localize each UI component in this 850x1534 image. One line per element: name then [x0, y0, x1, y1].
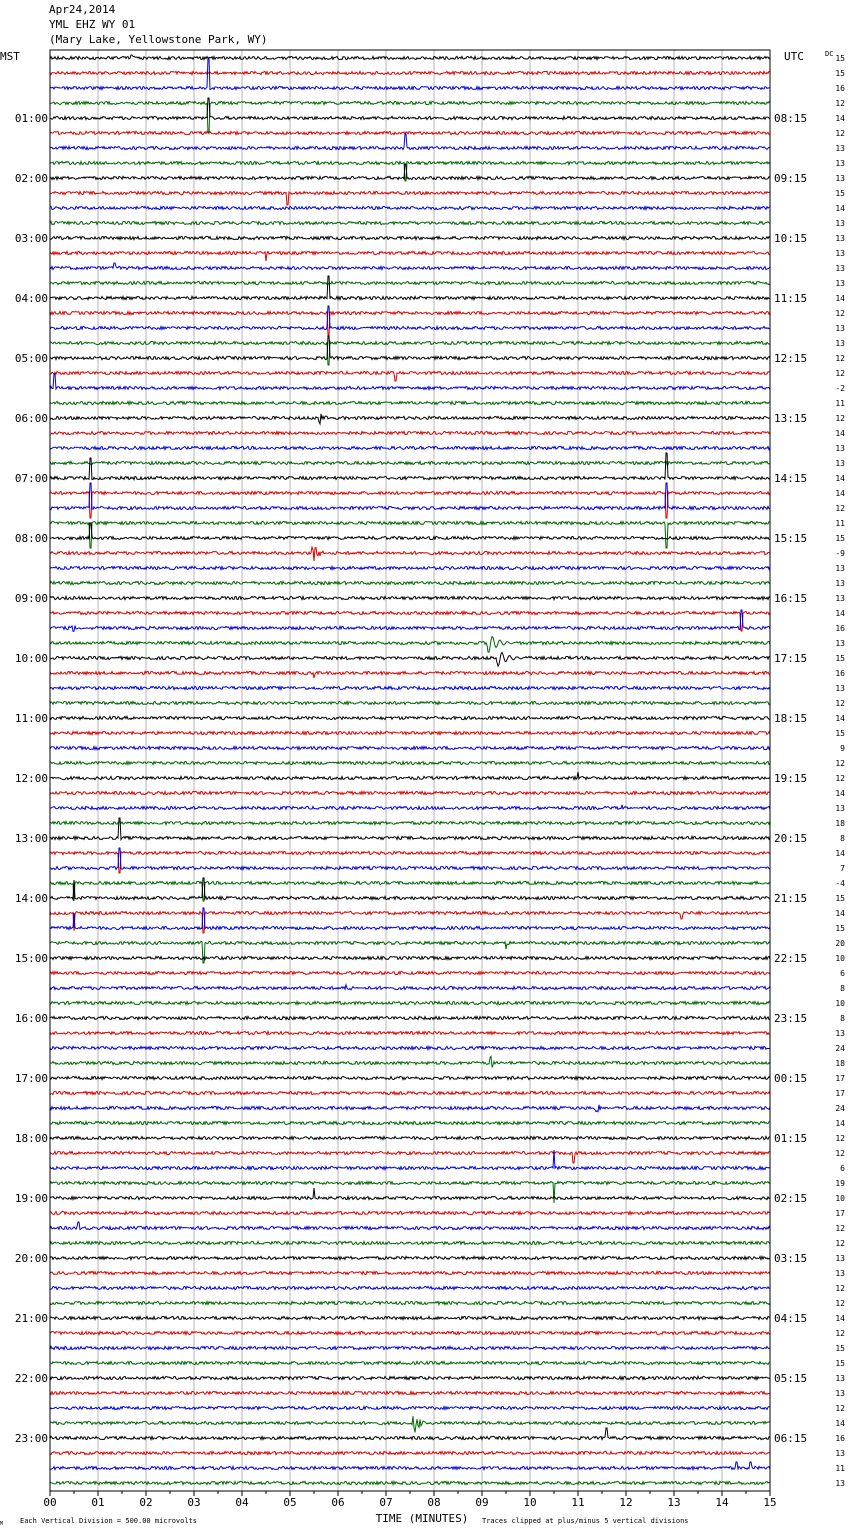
dc-offset-label: 13 [835, 1389, 845, 1398]
hour-label-mst: 17:00 [14, 1072, 48, 1085]
trace-60 [50, 956, 770, 959]
trace-36 [50, 596, 770, 599]
dc-offset-label: 14 [835, 429, 845, 438]
hour-label-mst: 02:00 [14, 172, 48, 185]
x-tick-label: 08 [427, 1496, 441, 1509]
dc-offset-label: 16 [835, 84, 845, 93]
dc-offset-label: 15 [835, 1359, 845, 1368]
dc-offset-label: 14 [835, 204, 845, 213]
dc-offset-label: 14 [835, 909, 845, 918]
dc-offset-label: 13 [835, 159, 845, 168]
hour-label-mst: 18:00 [14, 1132, 48, 1145]
dc-offset-label: 14 [835, 714, 845, 723]
x-tick-label: 11 [571, 1496, 585, 1509]
trace-40 [50, 652, 770, 666]
dc-offset-label: 24 [835, 1104, 845, 1113]
dc-offset-label: 13 [835, 144, 845, 153]
dc-offset-label: 13 [835, 174, 845, 183]
dc-offset-label: 12 [835, 369, 845, 378]
hour-label-utc: 00:15 [774, 1072, 808, 1085]
hour-label-mst: 23:00 [14, 1432, 48, 1445]
dc-offset-label: -4 [835, 879, 845, 888]
dc-offset-label: 13 [835, 324, 845, 333]
trace-22 [50, 374, 770, 390]
dc-offset-label: 13 [835, 219, 845, 228]
trace-47 [50, 761, 770, 764]
hour-label-utc: 13:15 [774, 412, 808, 425]
trace-2 [50, 58, 770, 90]
trace-50 [50, 805, 770, 810]
trace-80 [50, 1256, 770, 1259]
dc-offset-label: 10 [835, 1194, 845, 1203]
trace-67 [50, 1056, 770, 1067]
dc-offset-label: 12 [835, 1134, 845, 1143]
trace-25 [50, 431, 770, 434]
clip-note: Traces clipped at plus/minus 5 vertical divisions [482, 1517, 689, 1525]
trace-14 [50, 263, 770, 270]
trace-10 [50, 206, 770, 209]
trace-0 [50, 55, 770, 60]
x-tick-label: 13 [667, 1496, 681, 1509]
trace-12 [50, 236, 770, 239]
hour-label-utc: 19:15 [774, 772, 808, 785]
dc-offset-label: 7 [840, 864, 845, 873]
trace-24 [50, 414, 770, 424]
trace-76 [50, 1188, 770, 1200]
trace-57 [50, 911, 770, 933]
trace-17 [50, 311, 770, 335]
trace-91 [50, 1416, 770, 1432]
dc-offset-label: 12 [835, 759, 845, 768]
dc-offset-label: 15 [835, 54, 845, 63]
dc-offset-label: 14 [835, 1119, 845, 1128]
dc-offset-label: -9 [835, 549, 845, 558]
header-date: Apr24,2014 [49, 3, 116, 16]
dc-offset-label: 15 [835, 189, 845, 198]
trace-43 [50, 701, 770, 704]
hour-label-mst: 11:00 [14, 712, 48, 725]
dc-offset-label: 20 [835, 939, 845, 948]
dc-offset-label: 11 [835, 399, 845, 408]
trace-27 [50, 461, 770, 464]
trace-78 [50, 1222, 770, 1230]
hour-label-utc: 06:15 [774, 1432, 808, 1445]
dc-offset-label: 8 [840, 984, 845, 993]
trace-16 [50, 276, 770, 300]
right-timezone-label: UTC [784, 50, 804, 63]
dc-offset-label: 13 [835, 579, 845, 588]
dc-offset-label: 13 [835, 459, 845, 468]
dc-offset-label: 13 [835, 279, 845, 288]
trace-70 [50, 1105, 770, 1112]
hour-label-mst: 04:00 [14, 292, 48, 305]
dc-offset-label: 13 [835, 249, 845, 258]
header-station: YML EHZ WY 01 [49, 18, 136, 31]
dc-offset-label: 6 [840, 969, 845, 978]
trace-71 [50, 1121, 770, 1124]
x-axis-title: TIME (MINUTES) [375, 1512, 469, 1525]
hour-label-mst: 21:00 [14, 1312, 48, 1325]
trace-28 [50, 453, 770, 480]
dc-offset-label: 12 [835, 504, 845, 513]
trace-68 [50, 1076, 770, 1079]
dc-offset-label: 13 [835, 1374, 845, 1383]
x-tick-label: 15 [763, 1496, 777, 1509]
hour-label-utc: 11:15 [774, 292, 808, 305]
trace-59 [50, 941, 770, 963]
trace-42 [50, 686, 770, 689]
trace-44 [50, 716, 770, 719]
x-tick-label: 01 [91, 1496, 105, 1509]
header-location: (Mary Lake, Yellowstone Park, WY) [49, 33, 268, 46]
hour-label-mst: 13:00 [14, 832, 48, 845]
hour-label-utc: 12:15 [774, 352, 808, 365]
dc-offset-label: 15 [835, 654, 845, 663]
hour-label-utc: 10:15 [774, 232, 808, 245]
dc-offset-label: 14 [835, 489, 845, 498]
trace-83 [50, 1301, 770, 1304]
hour-label-utc: 14:15 [774, 472, 808, 485]
dc-offset-label: 12 [835, 774, 845, 783]
dc-offset-label: 15 [835, 894, 845, 903]
trace-65 [50, 1031, 770, 1034]
hour-label-mst: 08:00 [14, 532, 48, 545]
trace-21 [50, 371, 770, 381]
trace-54 [50, 848, 770, 870]
dc-offset-label: 13 [835, 264, 845, 273]
dc-offset-label: 17 [835, 1074, 845, 1083]
hour-label-mst: 14:00 [14, 892, 48, 905]
dc-offset-label: 15 [835, 69, 845, 78]
trace-88 [50, 1376, 770, 1379]
trace-33 [50, 547, 770, 561]
dc-offset-label: 14 [835, 609, 845, 618]
trace-94 [50, 1462, 770, 1470]
trace-13 [50, 251, 770, 261]
hour-label-mst: 16:00 [14, 1012, 48, 1025]
trace-29 [50, 491, 770, 518]
trace-9 [50, 191, 770, 205]
dc-offset-label: 12 [835, 1239, 845, 1248]
hour-label-utc: 09:15 [774, 172, 808, 185]
dc-offset-label: 13 [835, 339, 845, 348]
dc-offset-label: 12 [835, 354, 845, 363]
trace-46 [50, 746, 770, 749]
x-tick-label: 14 [715, 1496, 729, 1509]
trace-6 [50, 134, 770, 150]
trace-35 [50, 581, 770, 584]
dc-offset-label: 10 [835, 954, 845, 963]
dc-offset-label: 14 [835, 474, 845, 483]
plot-frame [50, 50, 770, 1491]
dc-offset-label: 15 [835, 534, 845, 543]
trace-15 [50, 281, 770, 284]
dc-offset-label: 14 [835, 114, 845, 123]
trace-73 [50, 1151, 770, 1163]
hour-label-utc: 05:15 [774, 1372, 808, 1385]
dc-offset-label: 13 [835, 234, 845, 243]
dc-offset-label: 16 [835, 1434, 845, 1443]
dc-offset-label: 8 [840, 834, 845, 843]
dc-offset-label: 14 [835, 789, 845, 798]
trace-81 [50, 1271, 770, 1274]
trace-23 [50, 401, 770, 404]
x-tick-label: 10 [523, 1496, 537, 1509]
hour-label-utc: 03:15 [774, 1252, 808, 1265]
trace-32 [50, 523, 770, 540]
trace-62 [50, 985, 770, 990]
dc-offset-label: 10 [835, 999, 845, 1008]
dc-offset-label: 15 [835, 924, 845, 933]
hour-label-mst: 05:00 [14, 352, 48, 365]
trace-48 [50, 772, 770, 780]
hour-label-mst: 20:00 [14, 1252, 48, 1265]
x-tick-label: 06 [331, 1496, 345, 1509]
x-tick-label: 12 [619, 1496, 633, 1509]
dc-offset-label: 11 [835, 519, 845, 528]
dc-offset-label: 6 [840, 1164, 845, 1173]
hour-label-utc: 17:15 [774, 652, 808, 665]
hour-label-utc: 04:15 [774, 1312, 808, 1325]
dc-offset-label: 12 [835, 309, 845, 318]
trace-31 [50, 521, 770, 548]
dc-offset-label: 12 [835, 699, 845, 708]
hour-label-mst: 01:00 [14, 112, 48, 125]
corner-mark: M [0, 1521, 4, 1527]
hour-label-utc: 08:15 [774, 112, 808, 125]
dc-offset-label: 13 [835, 1449, 845, 1458]
dc-offset-label: 14 [835, 1314, 845, 1323]
trace-1 [50, 71, 770, 74]
dc-offset-label: 13 [835, 684, 845, 693]
trace-90 [50, 1406, 770, 1409]
trace-58 [50, 908, 770, 930]
x-tick-label: 05 [283, 1496, 297, 1509]
trace-64 [50, 1016, 770, 1019]
trace-95 [50, 1481, 770, 1484]
dc-offset-label: 13 [835, 804, 845, 813]
hour-label-mst: 15:00 [14, 952, 48, 965]
dc-offset-label: 12 [835, 99, 845, 108]
dc-offset-label: 19 [835, 1179, 845, 1188]
trace-34 [50, 566, 770, 569]
trace-49 [50, 791, 770, 794]
trace-69 [50, 1091, 770, 1094]
dc-offset-label: 14 [835, 1419, 845, 1428]
hour-label-utc: 20:15 [774, 832, 808, 845]
trace-75 [50, 1181, 770, 1203]
dc-offset-label: 18 [835, 1059, 845, 1068]
hour-label-mst: 10:00 [14, 652, 48, 665]
hour-label-mst: 06:00 [14, 412, 48, 425]
dc-offset-label: 9 [840, 744, 845, 753]
x-tick-label: 07 [379, 1496, 393, 1509]
dc-offset-label: 13 [835, 1269, 845, 1278]
x-tick-label: 03 [187, 1496, 201, 1509]
dc-offset-label: 13 [835, 444, 845, 453]
hour-label-mst: 09:00 [14, 592, 48, 605]
trace-39 [50, 637, 770, 653]
hour-label-utc: 22:15 [774, 952, 808, 965]
trace-87 [50, 1361, 770, 1364]
trace-4 [50, 98, 770, 120]
dc-offset-label: 8 [840, 1014, 845, 1023]
hour-label-mst: 07:00 [14, 472, 48, 485]
trace-82 [50, 1286, 770, 1289]
hour-label-mst: 12:00 [14, 772, 48, 785]
trace-19 [50, 341, 770, 365]
trace-20 [50, 336, 770, 360]
hour-label-utc: 21:15 [774, 892, 808, 905]
dc-offset-label: 13 [835, 639, 845, 648]
dc-offset-label: 13 [835, 1029, 845, 1038]
scale-label: Each Vertical Division = 500.00 microvolts [20, 1517, 198, 1525]
trace-18 [50, 306, 770, 330]
trace-93 [50, 1451, 770, 1454]
dc-offset-label: 13 [835, 564, 845, 573]
dc-offset-label: 12 [835, 1404, 845, 1413]
left-timezone-label: MST [0, 50, 20, 63]
hour-label-mst: 19:00 [14, 1192, 48, 1205]
dc-offset-label: 16 [835, 669, 845, 678]
dc-offset-label: 15 [835, 729, 845, 738]
x-tick-label: 04 [235, 1496, 249, 1509]
trace-61 [50, 971, 770, 974]
x-tick-label: 09 [475, 1496, 489, 1509]
trace-52 [50, 818, 770, 840]
trace-79 [50, 1241, 770, 1244]
dc-offset-label: 12 [835, 1284, 845, 1293]
trace-89 [50, 1391, 770, 1394]
trace-41 [50, 671, 770, 678]
hour-label-mst: 22:00 [14, 1372, 48, 1385]
dc-offset-label: 15 [835, 1344, 845, 1353]
dc-offset-label: 12 [835, 414, 845, 423]
dc-label: DC [825, 50, 834, 58]
dc-offset-label: 12 [835, 1224, 845, 1233]
hour-label-utc: 16:15 [774, 592, 808, 605]
hour-label-utc: 15:15 [774, 532, 808, 545]
trace-77 [50, 1211, 770, 1214]
trace-26 [50, 446, 770, 449]
hour-label-utc: 23:15 [774, 1012, 808, 1025]
dc-offset-label: 11 [835, 1464, 845, 1473]
dc-offset-label: 16 [835, 624, 845, 633]
dc-offset-label: 12 [835, 1149, 845, 1158]
trace-84 [50, 1316, 770, 1319]
trace-92 [50, 1428, 770, 1440]
trace-63 [50, 1001, 770, 1004]
dc-offset-label: 14 [835, 849, 845, 858]
trace-5 [50, 131, 770, 134]
hour-label-utc: 01:15 [774, 1132, 808, 1145]
hour-label-utc: 02:15 [774, 1192, 808, 1205]
dc-offset-label: 17 [835, 1089, 845, 1098]
trace-8 [50, 164, 770, 180]
trace-11 [50, 221, 770, 224]
dc-offset-label: 12 [835, 1299, 845, 1308]
x-tick-label: 02 [139, 1496, 153, 1509]
trace-72 [50, 1136, 770, 1139]
dc-offset-label: 13 [835, 1479, 845, 1488]
trace-30 [50, 483, 770, 510]
dc-offset-label: 12 [835, 1329, 845, 1338]
hour-label-utc: 18:15 [774, 712, 808, 725]
trace-45 [50, 731, 770, 734]
dc-offset-label: 12 [835, 129, 845, 138]
dc-offset-label: 17 [835, 1209, 845, 1218]
x-tick-label: 00 [43, 1496, 57, 1509]
trace-85 [50, 1331, 770, 1334]
dc-offset-label: 18 [835, 819, 845, 828]
dc-offset-label: 24 [835, 1044, 845, 1053]
trace-66 [50, 1046, 770, 1049]
trace-51 [50, 821, 770, 824]
dc-offset-label: 13 [835, 1254, 845, 1263]
trace-86 [50, 1346, 770, 1349]
dc-offset-label: 13 [835, 594, 845, 603]
dc-offset-label: 14 [835, 294, 845, 303]
dc-offset-label: -2 [835, 384, 845, 393]
hour-label-mst: 03:00 [14, 232, 48, 245]
